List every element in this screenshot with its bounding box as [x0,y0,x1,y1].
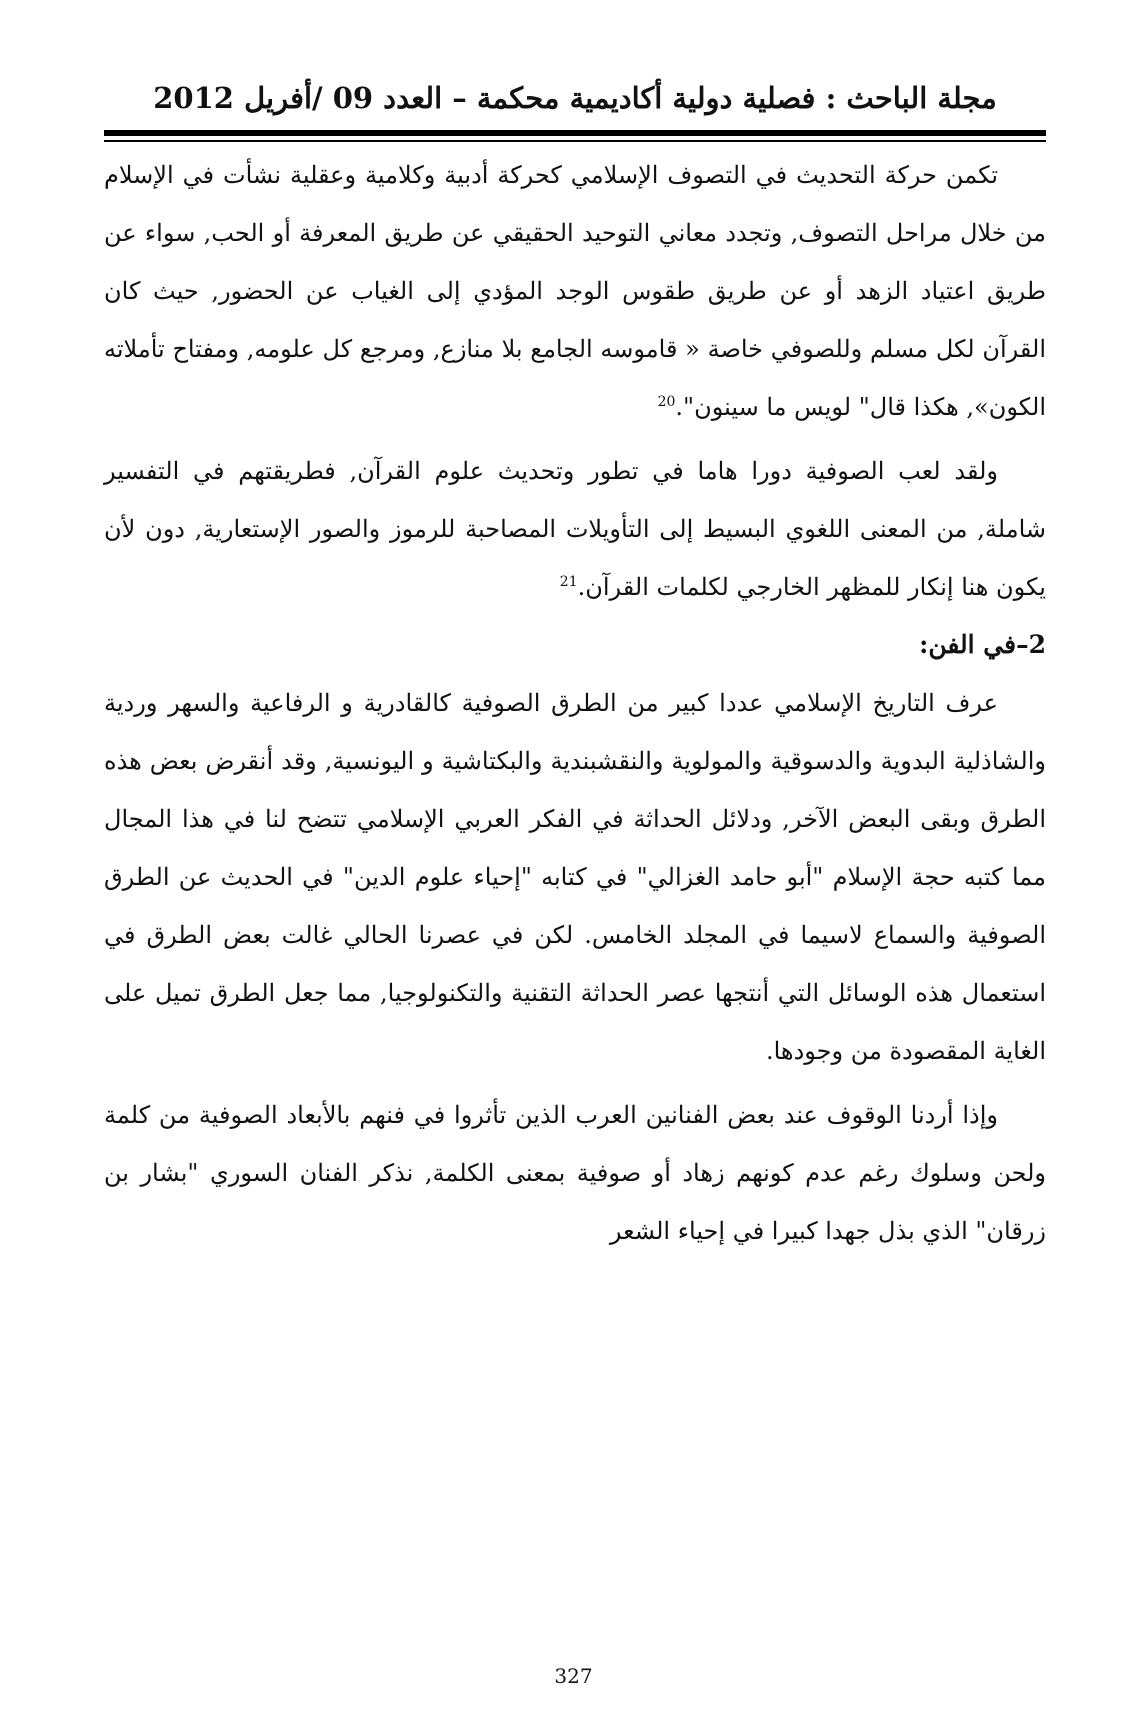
header-rule-thin [104,140,1046,142]
footnote-ref-20: 20 [657,394,676,410]
footnote-ref-21: 21 [559,574,578,590]
paragraph-4: وإذا أردنا الوقوف عند بعض الفنانين العرب الذين تأثروا في فنهم بالأبعاد الصوفية من كلمة ولحن وسلوك رغم عدم كونهم زهاد أو صوفية بمعنى الكلمة, نذكر الفنان السوري "بشار بن زرقان" الذي بذل جهدا كبيرا في إحياء الشعر [104,1101,1046,1245]
section-heading: 2–في الفن: [919,630,1046,659]
paragraph-2 [104,442,1046,616]
paragraph-3: عرف التاريخ الإسلامي عددا كبير من الطرق الصوفية كالقادرية و الرفاعية والسهر وردية والشاذلية البدوية والدسوقية والمولوية والنقشبندية والبكتاشية و اليونسية, وقد أنقرض بعض هذه الطرق وبقى البعض الآخر, ودلائل الحداثة في الفكر العربي الإسلامي تتضح لنا في هذا المجال مما كتبه حجة الإسلام "أبو حامد الغزالي" في كتابه "إحياء علوم الدين" في الحديث عن الطرق الصوفية والسماع لاسيما في المجلد الخامس. لكن في عصرنا الحالي غالت بعض الطرق في استعمال هذه الوسائل التي أنتجها عصر الحداثة التقنية والتكنولوجيا, مما جعل الطرق تميل على الغاية المقصودة من وجودها. [104,689,1046,1065]
paragraph-1-text: تكمن حركة التحديث في التصوف الإسلامي كحركة أدبية وكلامية وعقلية نشأت في الإسلام من خلال مراحل التصوف, وتجدد معاني التوحيد الحقيقي عن طريق المعرفة أو الحب, سواء عن طريق اعتياد الزهد أو عن طريق طقوس الوجد المؤدي إلى الغياب عن الحضور, حيث كان القرآن لكل مسلم وللصوفي خاصة « قاموسه الجامع بلا منازع, ومرجع كل علومه, ومفتاح تأملاته الكون», هكذا قال" لويس ما سينون". [104,161,1047,421]
paragraph-2-text: ولقد لعب الصوفية دورا هاما في تطور وتحديث علوم القرآن, فطريقتهم في التفسير شاملة, من المعنى اللغوي البسيط إلى التأويلات المصاحبة للرموز والصور الإستعارية, دون لأن يكون هنا إنكار للمظهر الخارجي لكلمات القرآن. [104,457,1046,601]
page-number: 327 [554,1664,593,1688]
header-rule-thick [104,130,1046,136]
journal-header: مجلة الباحث : فصلية دولية أكاديمية محكمة – العدد 09 /أفريل 2012 [153,81,997,115]
body-text [104,146,1046,1260]
paragraph-1 [104,146,1046,436]
